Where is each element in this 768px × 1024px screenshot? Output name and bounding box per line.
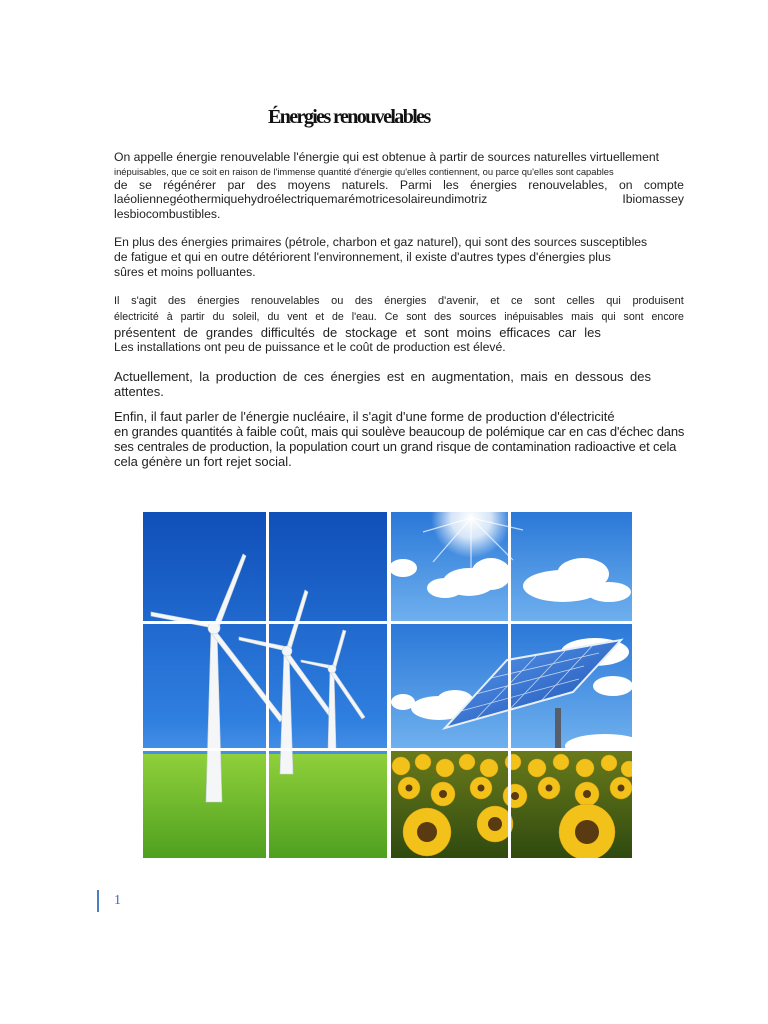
word: est	[386, 368, 405, 384]
word: des	[434, 311, 452, 324]
word: du	[212, 311, 225, 324]
text-line: sûres et moins polluantes.	[114, 264, 256, 279]
word: sont	[623, 311, 644, 324]
text-line: ses centrales de production, la population court un grand risque de contamination radioactive et cela	[114, 438, 677, 454]
text-line: cela génère un fort rejet social.	[114, 453, 292, 469]
word: renouvelables,	[528, 177, 608, 192]
word: et	[490, 295, 500, 308]
word: augmentation,	[431, 368, 514, 384]
word: énergies	[197, 295, 240, 308]
text-line: attentes.	[114, 383, 164, 399]
word: Il	[114, 295, 120, 308]
text-line: Les installations ont peu de puissance et le coût de production est élevé.	[114, 340, 506, 355]
word: difficultés	[260, 325, 315, 341]
word: inépuisables	[504, 311, 564, 324]
word: moyens	[287, 177, 331, 192]
word: énergies	[330, 368, 381, 384]
word: des	[167, 295, 186, 308]
word: sources	[459, 311, 497, 324]
word: celles	[566, 295, 595, 308]
word: et	[315, 311, 325, 324]
word: ou	[331, 295, 344, 308]
word: ces	[303, 368, 325, 384]
word: énergies	[384, 295, 427, 308]
word: stockage	[345, 325, 398, 341]
paragraph-primary-energies	[114, 235, 684, 279]
paragraph-current-status	[114, 369, 684, 399]
word: électricité	[114, 311, 159, 324]
word: énergies	[470, 177, 517, 192]
word: les	[443, 177, 459, 192]
document-title: Énergies renouvelables	[268, 106, 430, 128]
word: la	[199, 368, 210, 384]
justified-line	[114, 325, 601, 340]
word: ce	[510, 295, 523, 308]
wind-turbines-picture	[143, 512, 387, 858]
word: qui	[601, 311, 616, 324]
word: de	[322, 325, 338, 341]
word: et	[405, 325, 417, 341]
paragraph-future-energies	[114, 293, 684, 355]
word: on	[618, 177, 633, 192]
text-line: inépuisables, que ce soit en raison de l'immense quantité d'énergie qu'elles contiennent, ou parce qu'elles sont capables	[114, 165, 614, 177]
text-line: en grandes quantités à faible coût, mais qui soulève beaucoup de polémique car en cas d'échec dans	[114, 423, 685, 439]
word: régénérer	[163, 177, 217, 192]
justified-line	[114, 309, 684, 325]
text-line: On appelle énergie renouvelable l'énergie qui est obtenue à partir de sources naturelles virtuellement	[114, 150, 660, 164]
justified-line	[114, 178, 684, 193]
word: soleil,	[232, 311, 260, 324]
word: moins	[456, 325, 492, 341]
text-line: En plus des énergies primaires (pétrole, charbon et gaz naturel), qui sont des sources susceptibles	[114, 235, 648, 250]
word: de	[331, 311, 344, 324]
word: Parmi	[399, 177, 432, 192]
word: de	[114, 177, 128, 192]
word: de	[282, 368, 298, 384]
word: sont	[534, 295, 555, 308]
word: car	[558, 325, 577, 341]
paragraph-definition	[114, 150, 684, 221]
word: grandes	[205, 325, 253, 341]
word: s'agit	[131, 295, 157, 308]
word: sont	[424, 325, 449, 341]
word: les	[584, 325, 601, 341]
word: production	[215, 368, 277, 384]
justified-line	[114, 293, 684, 309]
justified-line	[114, 369, 651, 384]
word: se	[138, 177, 152, 192]
word: du	[267, 311, 280, 324]
word: naturels.	[341, 177, 389, 192]
sources-run-end: Ibiomassey	[622, 192, 684, 207]
word: en	[554, 368, 569, 384]
word: encore	[651, 311, 684, 324]
word: sont	[406, 311, 427, 324]
word: dessous	[575, 368, 624, 384]
word: mais	[571, 311, 594, 324]
word: des	[256, 177, 277, 192]
text-line: de fatigue et qui en outre détériorent l'environnement, il existe d'autres types d'énergies plus	[114, 249, 611, 264]
text-line: Enfin, il faut parler de l'énergie nucléaire, il s'agit d'une forme de production d'électricité	[114, 408, 615, 424]
word: à	[166, 311, 173, 324]
text-line: lesbiocombustibles.	[114, 206, 221, 221]
word: de	[183, 325, 198, 341]
word: renouvelables	[251, 295, 320, 308]
word: partir	[180, 311, 205, 324]
text-line-sources	[114, 192, 684, 207]
page-number: 1	[97, 890, 121, 912]
collage-image	[143, 512, 632, 858]
paragraph-nuclear	[114, 409, 684, 469]
word: des	[630, 368, 651, 384]
word: Ce	[384, 311, 399, 324]
word: Actuellement,	[114, 368, 193, 384]
word: qui	[606, 295, 621, 308]
word: en	[410, 368, 426, 384]
word: produisent	[632, 295, 684, 308]
sources-run: laéoliennegéothermiquehydroélectriquemarémotricesolaireundimotriz	[114, 192, 488, 207]
word: compte	[643, 177, 684, 192]
word: mais	[520, 368, 548, 384]
word: par	[227, 177, 246, 192]
word: vent	[287, 311, 308, 324]
renewable-energy-collage	[143, 512, 632, 858]
word: des	[354, 295, 373, 308]
word: efficaces	[499, 325, 551, 341]
document-body	[114, 150, 684, 483]
word: l'eau.	[351, 311, 377, 324]
word: d'avenir,	[438, 295, 479, 308]
word: présentent	[114, 325, 176, 341]
